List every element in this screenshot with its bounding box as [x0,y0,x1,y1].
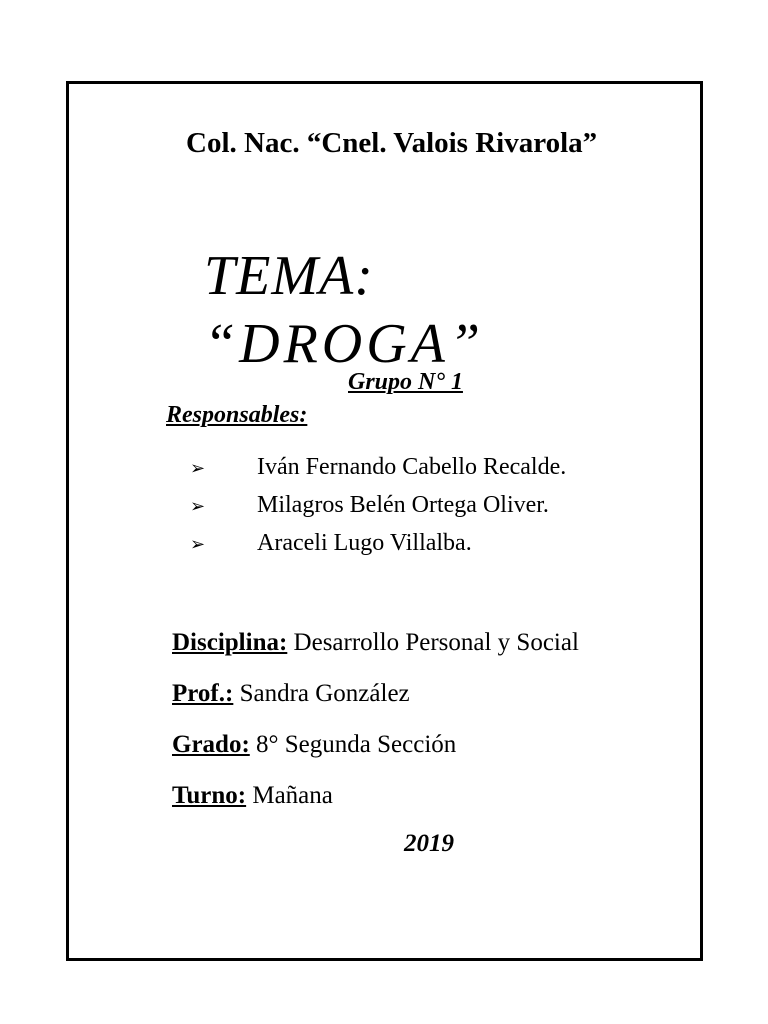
arrow-bullet-icon: ➢ [190,458,206,479]
field-label: Turno: [172,782,247,809]
field-label: Grado: [172,731,250,758]
arrow-bullet-icon: ➢ [190,496,206,517]
field-value: 8° Segunda Sección [249,731,457,758]
field-prof [172,678,410,710]
list-item [190,488,549,522]
tema-block [190,232,610,375]
field-turno [172,780,333,812]
field-label: Prof.: [172,680,234,707]
field-value: Mañana [246,782,333,809]
list-item [190,526,472,560]
member-name: Iván Fernando Cabello Recalde. [257,454,567,480]
tema-value: “DROGA” [204,313,485,375]
field-value: Desarrollo Personal y Social [287,629,579,656]
school-name: Col. Nac. “Cnel. Valois Rivarola” [186,127,598,159]
tema-label: TEMA: [204,245,374,307]
responsables-label: Responsables: [166,402,308,428]
arrow-bullet-icon: ➢ [190,534,206,555]
list-item [190,450,566,484]
year: 2019 [404,830,454,857]
field-disciplina [172,627,579,659]
field-label: Disciplina: [172,629,288,656]
field-value: Sandra González [233,680,410,707]
member-name: Araceli Lugo Villalba. [257,530,472,556]
group-number: Grupo N° 1 [348,369,463,395]
field-grado [172,729,456,761]
member-name: Milagros Belén Ortega Oliver. [257,492,549,518]
